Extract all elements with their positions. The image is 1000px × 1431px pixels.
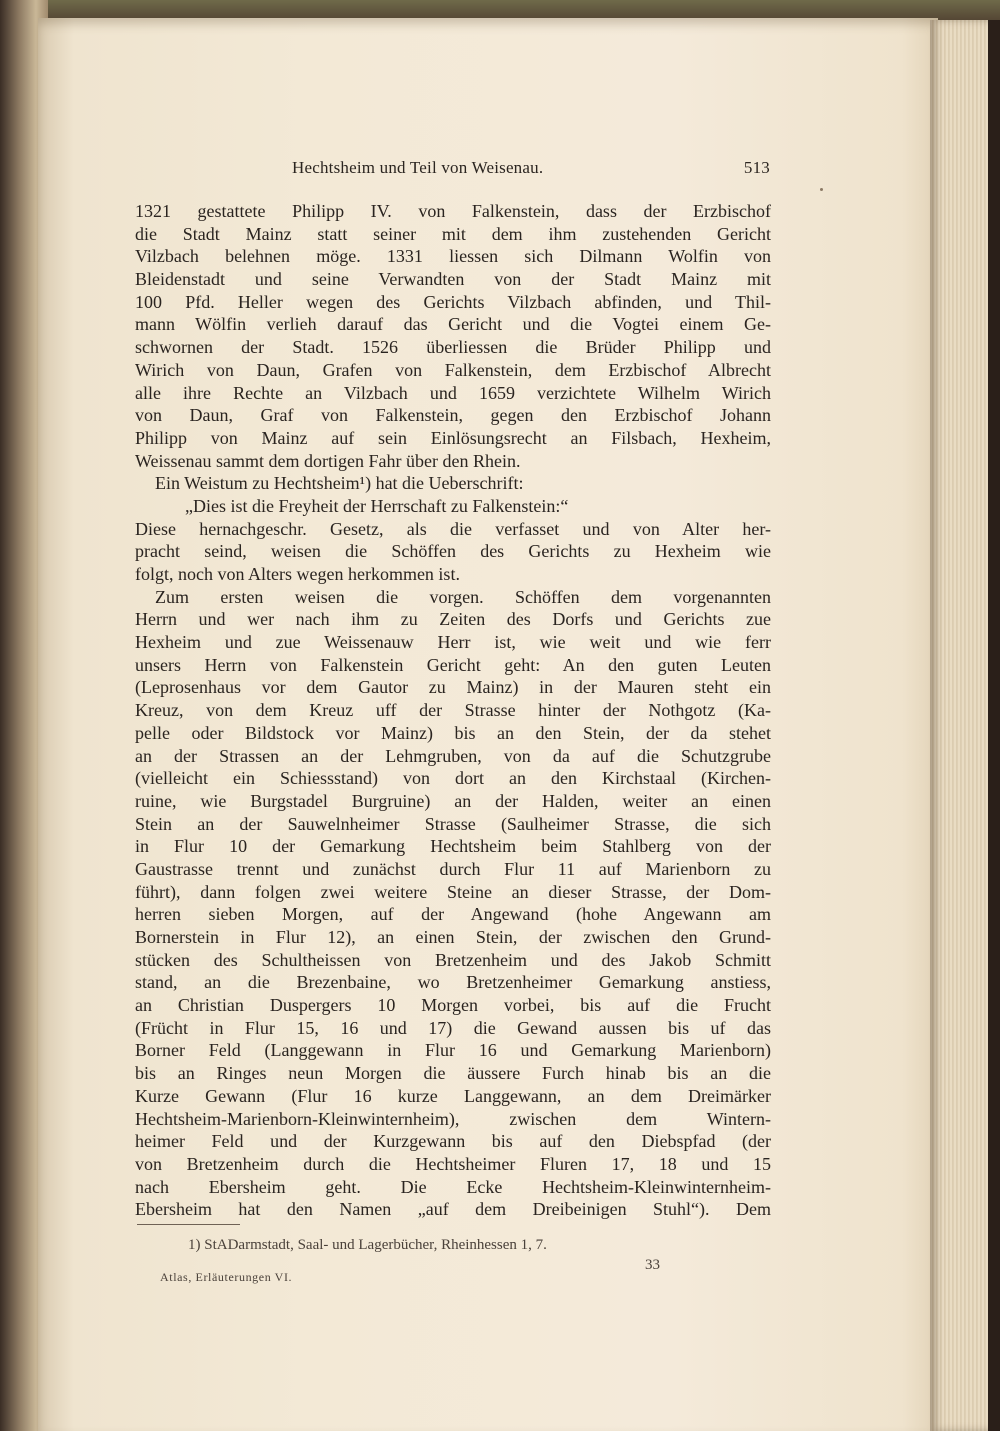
text-line: 1321 gestattete Philipp IV. von Falkenstein, dass der Erzbischof <box>135 201 771 221</box>
text-line: ruine, wie Burgstadel Burgruine) an der Halden, weiter an einen <box>135 790 771 811</box>
text-line: die Stadt Mainz statt seiner mit dem ihm zustehenden Gericht <box>135 223 771 244</box>
text-line: mann Wölfin verlieh darauf das Gericht und die Vogtei einem Ge- <box>135 314 771 335</box>
text-line: alle ihre Rechte an Vilzbach und 1659 verzichtete Wilhelm Wirich <box>135 382 771 403</box>
book-cover-right-edge <box>988 20 1000 1431</box>
text-line: Kreuz, von dem Kreuz uff der Strasse hinter der Nothgotz (Ka- <box>135 700 771 721</box>
footnote-rule <box>137 1224 240 1225</box>
text-line: Herrn und wer nach ihm zu Zeiten des Dorfs und Gerichts zue <box>135 609 771 630</box>
text-line: Vilzbach belehnen möge. 1331 liessen sich Dilmann Wolfin von <box>135 246 771 267</box>
text-line: Hexheim und zue Weissenauw Herr ist, wie weit und wie ferr <box>135 632 771 653</box>
text-line: (vielleicht ein Schiessstand) von dort an den Kirchstaal (Kirchen- <box>135 768 771 789</box>
text-line: (Leprosenhaus vor dem Gautor zu Mainz) in der Mauren steht ein <box>135 677 771 698</box>
text-line: Stein an der Sauwelnheimer Strasse (Saulheimer Strasse, die sich <box>135 813 771 834</box>
text-line: (Frücht in Flur 15, 16 und 17) die Gewand aussen bis uf das <box>135 1017 771 1038</box>
text-line: pelle oder Bildstock vor Mainz) bis an den Stein, der da stehet <box>135 722 771 743</box>
text-line: von Daun, Graf von Falkenstein, gegen den Erzbischof Johann <box>135 405 771 426</box>
text-line: „Dies ist die Freyheit der Herrschaft zu Falkenstein:“ <box>185 495 569 516</box>
page-stack-edges <box>930 20 990 1431</box>
text-line: stand, an die Brezenbaine, wo Bretzenheimer Gemarkung anstiess, <box>135 972 771 993</box>
text-line: von Bretzenheim durch die Hechtsheimer Fluren 17, 18 und 15 <box>135 1153 771 1174</box>
page-number: 513 <box>743 158 770 177</box>
text-line: pracht seind, weisen die Schöffen des Gerichts zu Hexheim wie <box>135 541 771 562</box>
text-line: führt), dann folgen zwei weitere Steine an dieser Strasse, der Dom- <box>135 881 771 902</box>
text-line: Bornerstein in Flur 12), an einen Stein, der zwischen den Grund- <box>135 927 771 947</box>
text-line: Gaustrasse trennt und zunächst durch Flur 11 auf Marienborn zu <box>135 858 771 879</box>
text-line: folgt, noch von Alters wegen herkommen ist. <box>135 564 460 584</box>
text-line: heimer Feld und der Kurzgewann bis auf den Diebspfad (der <box>135 1131 771 1152</box>
text-line: 100 Pfd. Heller wegen des Gerichts Vilzbach abfinden, und Thil- <box>135 291 771 312</box>
text-line: Weissenau sammt dem dortigen Fahr über den Rhein. <box>135 450 521 471</box>
signature-number: 33 <box>645 1257 660 1273</box>
running-title: Hechtsheim und Teil von Weisenau. <box>292 158 544 177</box>
text-line: an der Strassen an der Lehmgruben, von da auf die Schutzgrube <box>135 745 771 766</box>
text-line: stücken des Schultheissen von Bretzenheim und des Jakob Schmitt <box>135 949 771 970</box>
text-line: Ebersheim hat den Namen „auf dem Dreibeinigen Stuhl“). Dem <box>135 1199 771 1220</box>
paper-speck <box>820 188 823 191</box>
text-line: Diese hernachgeschr. Gesetz, als die verfasset und von Alter her- <box>135 518 771 539</box>
text-line: Kurze Gewann (Flur 16 kurze Langgewann, an dem Dreimärker <box>135 1085 771 1106</box>
text-line: Borner Feld (Langgewann in Flur 16 und Gemarkung Marienborn) <box>135 1040 771 1061</box>
text-line: an Christian Duspergers 10 Morgen vorbei, bis auf die Frucht <box>135 995 771 1016</box>
text-line: Philipp von Mainz auf sein Einlösungsrecht an Filsbach, Hexheim, <box>135 427 771 448</box>
footnote: 1) StADarmstadt, Saal- und Lagerbücher, Rheinhessen 1, 7. <box>188 1237 547 1253</box>
text-line: unsers Herrn von Falkenstein Gericht geht: An den guten Leuten <box>135 654 771 675</box>
text-line: Bleidenstadt und seine Verwandten von der Stadt Mainz mit <box>135 269 771 290</box>
imprint: Atlas, Erläuterungen VI. <box>160 1270 293 1284</box>
text-line: schwornen der Stadt. 1526 überliessen die Brüder Philipp und <box>135 337 771 358</box>
text-line: nach Ebersheim geht. Die Ecke Hechtsheim-Kleinwinternheim- <box>135 1176 771 1197</box>
text-line: herren sieben Morgen, auf der Angewand (hohe Angewann am <box>135 904 771 925</box>
text-line: in Flur 10 der Gemarkung Hechtsheim beim Stahlberg von der <box>135 836 771 857</box>
body-text <box>135 200 771 1221</box>
text-line: Hechtsheim-Marienborn-Kleinwinternheim), zwischen dem Wintern- <box>135 1108 771 1129</box>
text-line: Ein Weistum zu Hechtsheim¹) hat die Ueberschrift: <box>155 473 524 494</box>
text-line: Wirich von Daun, Grafen von Falkenstein, dem Erzbischof Albrecht <box>135 359 771 380</box>
text-line: Zum ersten weisen die vorgen. Schöffen dem vorgenannten <box>155 586 771 607</box>
text-line: bis an Ringes neun Morgen die äussere Furch hinab bis an die <box>135 1063 771 1084</box>
